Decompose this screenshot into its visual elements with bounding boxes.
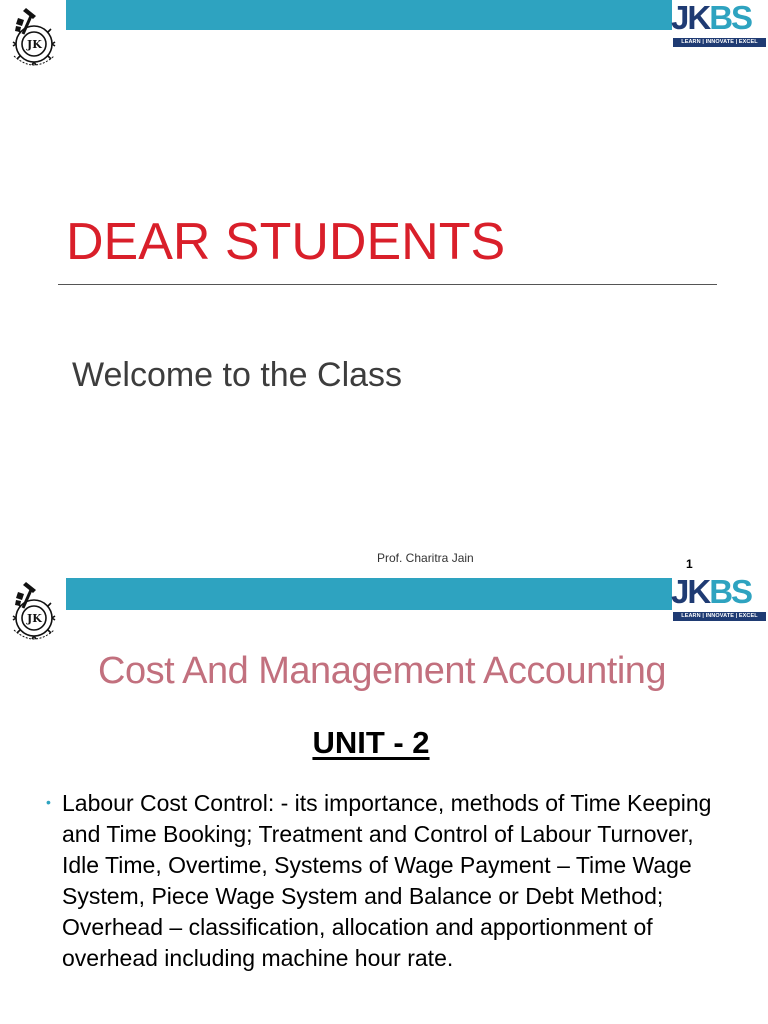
brand-wordmark: JKBS (671, 0, 752, 36)
bullet-text: Labour Cost Control: - its importance, methods of Time Keeping and Time Booking; Treatment and Control of Labour Turnover, Idle Time, Overtime, Systems of Wage Payment – Time Wage System, Piece Wage System and Balance or Debt Method; Overhead – classification, allocation and apportionment of overhead including machine hour rate. (62, 790, 712, 971)
brand-tagline: LEARN | INNOVATE | EXCEL (673, 38, 766, 47)
title-divider (58, 284, 717, 285)
brand-logo (671, 574, 768, 622)
slide-2 (0, 574, 768, 1024)
unit-heading: UNIT - 2 (312, 725, 430, 760)
institute-emblem-icon (6, 578, 62, 648)
brand-logo (671, 0, 768, 48)
svg-text:JK: JK (27, 38, 42, 51)
bullet-dot-icon: • (46, 794, 51, 810)
header-bar (66, 578, 672, 610)
brand-wordmark: JKBS (671, 574, 752, 610)
brand-tagline: LEARN | INNOVATE | EXCEL (673, 612, 766, 621)
institute-emblem-icon (6, 4, 62, 74)
page-number: 1 (686, 557, 693, 571)
footer-author: Prof. Charitra Jain (377, 551, 474, 565)
svg-text:JK: JK (27, 612, 42, 625)
course-title: Cost And Management Accounting (98, 650, 667, 692)
slide-subtitle: Welcome to the Class (72, 356, 403, 394)
slide-title: DEAR STUDENTS (66, 213, 506, 271)
header-bar (66, 0, 672, 30)
